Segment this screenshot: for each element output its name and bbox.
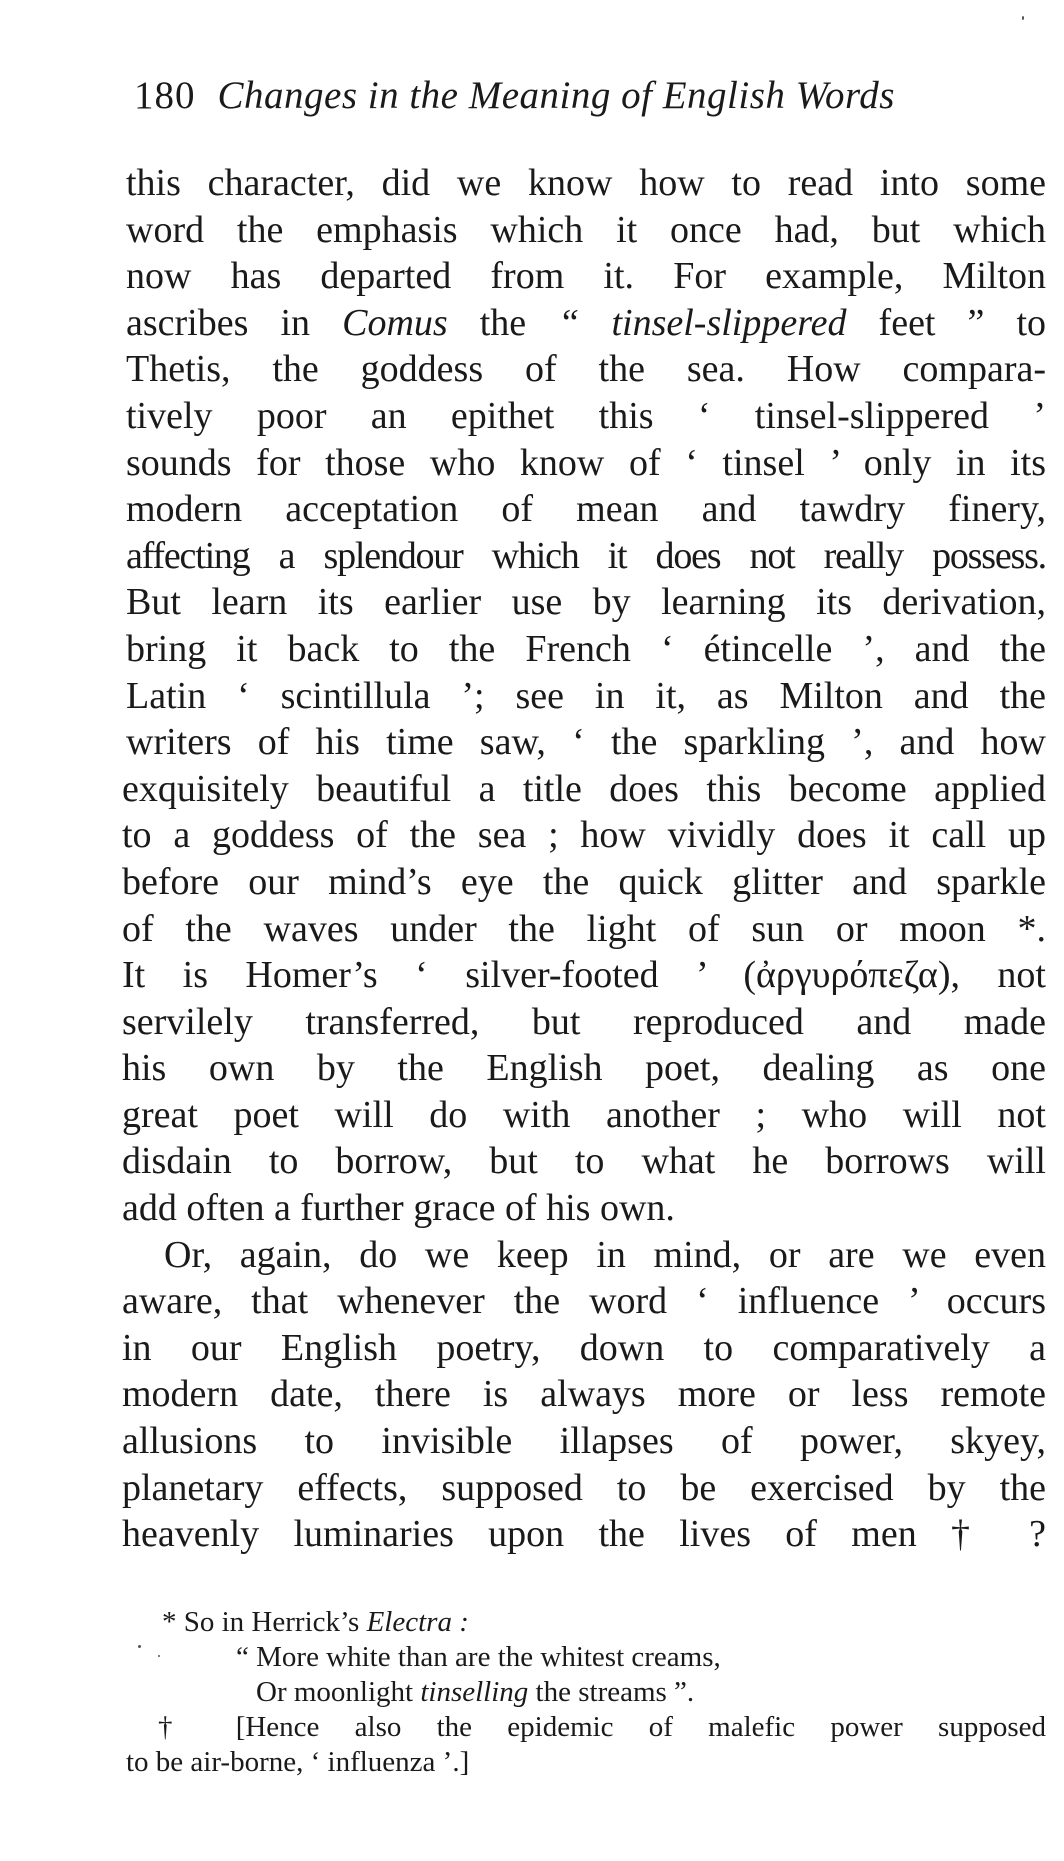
text-line: Latin ‘ scintillula ’; see in it, as Milton and the: [126, 674, 1046, 717]
work-title-comus: Comus: [342, 301, 448, 344]
text-line: disdain to borrow, but to what he borrows will: [122, 1140, 1046, 1183]
text-line: heavenly luminaries upon the lives of men † ?: [122, 1513, 1046, 1556]
text-line: add often a further grace of his own.: [122, 1187, 675, 1230]
footnote-quote-line: [126, 1675, 1046, 1710]
footnote-dagger: † [Hence also the epidemic of malefic power supposed: [158, 1711, 1046, 1743]
text-line: modern date, there is always more or less remote: [122, 1373, 1046, 1416]
footnote-work-title: Electra :: [366, 1606, 469, 1638]
text-line: exquisitely beautiful a title does this become applied: [122, 767, 1046, 810]
text-line: [126, 300, 1046, 347]
footnote-quote-line: “ More white than are the whitest creams,: [236, 1641, 721, 1673]
text-line: bring it back to the French ‘ étincelle ’, and the: [126, 627, 1046, 670]
text-line: great poet will do with another ; who will not: [122, 1093, 1046, 1136]
footnote-star: [126, 1605, 1046, 1640]
print-speck: [138, 1645, 141, 1648]
text-line: Thetis, the goddess of the sea. How compara-: [126, 348, 1046, 391]
text-fragment: the: [479, 301, 527, 344]
quoted-epithet: “ tinsel-slippered: [558, 301, 847, 344]
text-line: word the emphasis which it once had, but which: [126, 208, 1046, 251]
text-line: aware, that whenever the word ‘ influence ’ occurs: [122, 1280, 1046, 1323]
text-line: It is Homer’s ‘ silver-footed ’ (ἀργυρόπεζα), not: [122, 954, 1046, 997]
text-line: his own by the English poet, dealing as one: [122, 1047, 1046, 1090]
text-line: writers of his time saw, ‘ the sparkling ’, and how: [126, 721, 1046, 764]
text-line: this character, did we know how to read into some: [126, 162, 1046, 204]
text-line: planetary effects, supposed to be exercised by the: [122, 1466, 1046, 1509]
text-line: modern acceptation of mean and tawdry finery,: [126, 488, 1046, 531]
text-line: before our mind’s eye the quick glitter and sparkle: [122, 860, 1046, 903]
text-line: tively poor an epithet this ‘ tinsel-slippered ’: [126, 394, 1046, 437]
text-line: But learn its earlier use by learning its derivation,: [126, 581, 1046, 624]
footnote-text: Or moonlight: [256, 1676, 414, 1708]
text-line: in our English poetry, down to comparatively a: [122, 1326, 1046, 1369]
footnote-text: * So in Herrick’s: [162, 1606, 360, 1638]
body-text: [122, 160, 1047, 1558]
footnote-italic-word: tinselling: [420, 1676, 529, 1708]
page-number: 180: [134, 74, 196, 117]
text-line: servilely transferred, but reproduced and made: [122, 1000, 1046, 1043]
footnote-text: the streams ”.: [535, 1676, 695, 1708]
footnotes: [126, 1605, 1046, 1780]
running-head: [134, 72, 1054, 120]
print-speck: [158, 1655, 160, 1657]
text-fragment: ascribes in: [126, 301, 311, 344]
text-line: allusions to invisible illapses of power, skyey,: [122, 1420, 1046, 1463]
footnote-dagger-continued: to be air-borne, ‘ influenza ’.]: [126, 1746, 470, 1778]
print-speck: [1022, 16, 1024, 20]
text-line: affecting a splendour which it does not really possess.: [126, 534, 1046, 577]
text-line: of the waves under the light of sun or moon *.: [122, 907, 1046, 950]
text-line: to a goddess of the sea ; how vividly does it call up: [122, 814, 1046, 857]
header-title: Changes in the Meaning of English Words: [217, 74, 895, 117]
text-line: Or, again, do we keep in mind, or are we even: [164, 1233, 1046, 1276]
text-line: now has departed from it. For example, Milton: [126, 255, 1046, 298]
text-fragment: feet ” to: [878, 301, 1047, 344]
text-line: sounds for those who know of ‘ tinsel ’ only in its: [126, 441, 1046, 484]
